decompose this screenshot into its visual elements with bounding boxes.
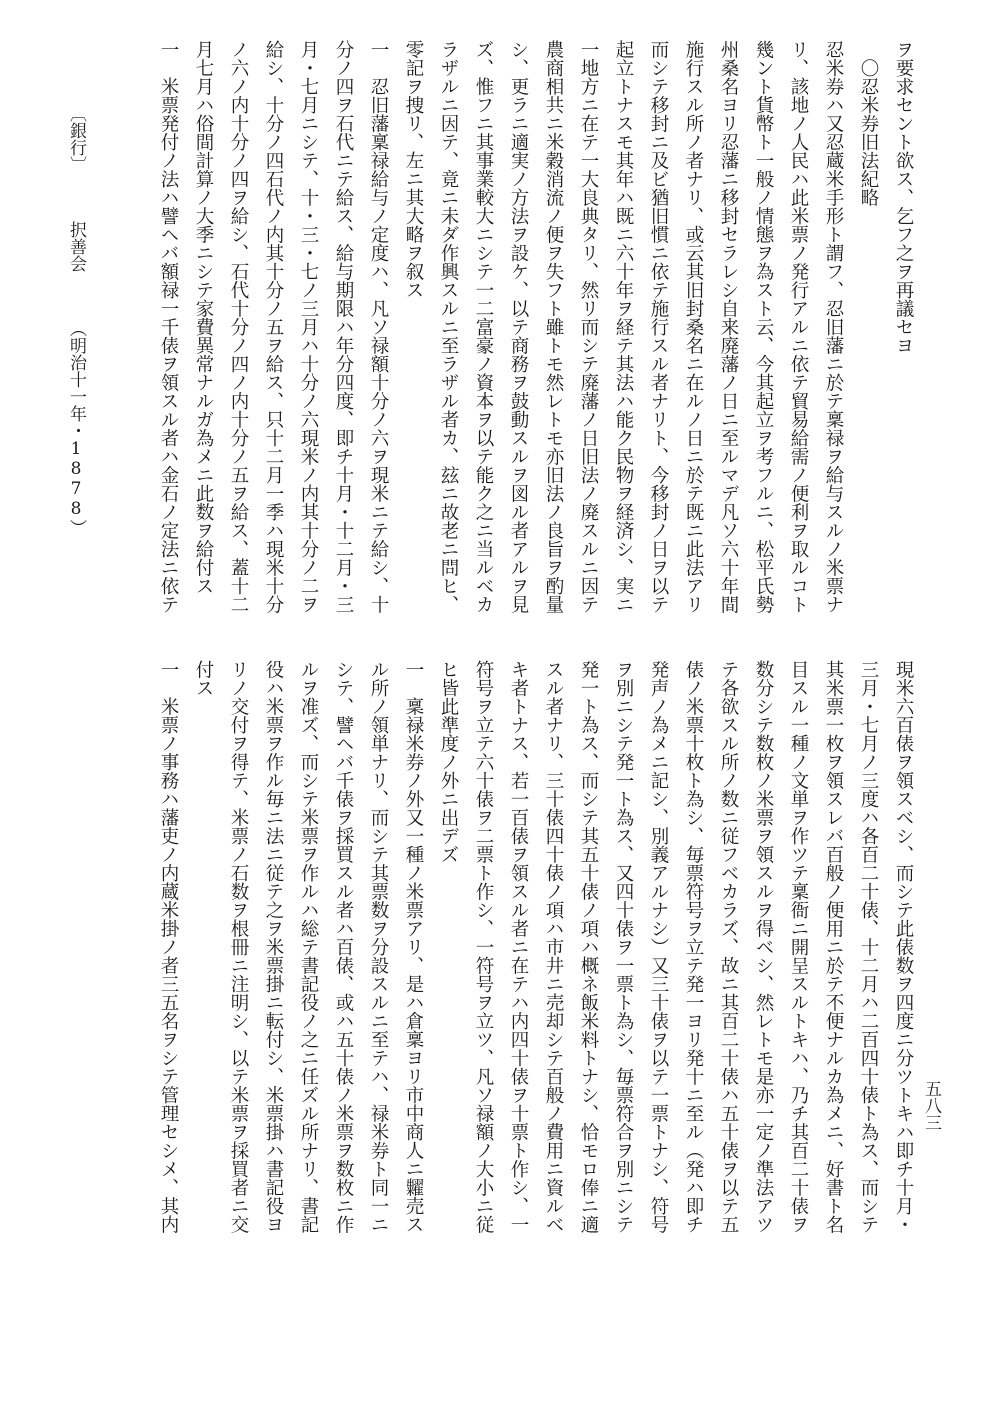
text-column: 一 米票ノ事務ハ藩吏ノ内蔵米掛ノ者三五名ヲシテ管理セシメ、其内 (158, 660, 179, 1234)
text-column: 俵ノ米票十枚ト為シ、毎票符号ヲ立テ発一ヨリ発十ニ至ル（発ハ即チ (683, 660, 704, 1234)
text-column: ル所ノ領単ナリ、而シテ其票数ヲ分設スルニ至テハ、禄米券ト同一ニ (368, 660, 389, 1234)
text-column: 数分シテ数枚ノ米票ヲ領スルヲ得ベシ、然レトモ是亦一定ノ準法アツ (753, 660, 774, 1234)
text-column: ノ六ノ内十分ノ四ヲ給シ、石代十分ノ四ノ内十分ノ五ヲ給ス、蓋十二 (228, 40, 249, 614)
text-column: 月七月ハ俗間計算ノ大季ニシテ家費異常ナルガ為メニ此数ヲ給付ス (193, 40, 214, 595)
page-number: 五八三 (921, 1080, 941, 1131)
text-column: ヲ別ニシテ発一ト為ス、又四十俵ヲ一票ト為シ、毎票符合ヲ別ニシテ (613, 660, 634, 1234)
text-column: 付ス (193, 660, 214, 697)
text-column: 農商相共ニ米穀消流ノ便ヲ失フト雖トモ然レトモ亦旧法ノ良旨ヲ酌量 (543, 40, 564, 614)
text-column: 符号ヲ立テ六十俵ヲ二票ト作シ、一符号ヲ立ツ、凡ソ禄額ノ大小ニ従 (473, 660, 494, 1234)
text-column: ラザルニ因テ、竟ニ未ダ作興スルニ至ラザル者カ、玆ニ故老ニ問ヒ、 (438, 40, 459, 614)
text-column: スル者ナリ、三十俵四十俵ノ項ハ市井ニ売却シテ百般ノ費用ニ資ルベ (543, 660, 564, 1234)
running-head-title: 択善会 (66, 221, 86, 272)
section-heading: 〇忍米券旧法紀略 (858, 40, 879, 207)
text-column: ズ、惟フニ其事業較大ニシテ一二富豪ノ資本ヲ以テ能ク之ニ当ルベカ (473, 40, 494, 614)
text-column: キ者トナス、若一百俵ヲ領スル者ニ在テハ内四十俵ヲ十票ト作シ、一 (508, 660, 529, 1234)
text-column: 施行スル所ノ者ナリ、或云其旧封桑名ニ在ルノ日ニ於テ既ニ此法アリ (683, 40, 704, 614)
text-column: 分ノ四ヲ石代ニテ給ス、給与期限ハ年分四度、即チ十月・十二月・三 (333, 40, 354, 614)
text-column: リノ交付ヲ得テ、米票ノ石数ヲ根冊ニ注明シ、以テ米票ヲ採買者ニ交 (228, 660, 249, 1234)
text-column: 現米六百俵ヲ領スベシ、而シテ此俵数ヲ四度ニ分ツトキハ即チ十月・ (893, 660, 914, 1234)
text-column: 三月・七月ノ三度ハ各百二十俵、十二月ハ二百四十俵ト為ス、而シテ (858, 660, 879, 1234)
text-column: 零記ヲ捜リ、左ニ其大略ヲ叙ス (403, 40, 424, 299)
text-column: 起立トナスモ其年ハ既ニ六十年ヲ経テ其法ハ能ク民物ヲ経済シ、実ニ (613, 40, 634, 614)
text-column: 而シテ移封ニ及ビ猶旧慣ニ依テ施行スル者ナリト、今移封ノ日ヲ以テ (648, 40, 669, 614)
text-column: ヲ要求セント欲ス、乞フ之ヲ再議セヨ (893, 40, 914, 355)
text-column: 発一ト為ス、而シテ其五十俵ノ項ハ概ネ飯米料トナシ、恰モロ俸ニ適 (578, 660, 599, 1234)
running-head (64, 105, 89, 564)
text-column: 一 稟禄米券ノ外又一種ノ米票アリ、是ハ倉稟ヨリ市中商人ニ糶売ス (403, 660, 424, 1234)
text-column: 其米票一枚ヲ領スレバ百般ノ便用ニ於テ不便ナルカ為メニ、好書ト名 (823, 660, 844, 1234)
text-column: 一 米票発付ノ法ハ譬ヘバ額禄一千俵ヲ領スル者ハ金石ノ定法ニ依テ (158, 40, 179, 614)
text-column: リ、該地ノ人民ハ此米票ノ発行アルニ依テ貿易給需ノ便利ヲ取ルコト (788, 40, 809, 614)
running-head-date: （明治十一年・1878） (66, 320, 86, 536)
text-column: テ各欲スル所ノ数ニ従フベカラズ、故ニ其百二十俵ハ五十俵ヲ以テ五 (718, 660, 739, 1234)
text-column: 一 忍旧藩稟禄給与ノ定度ハ、凡ソ禄額十分ノ六ヲ現米ニテ給シ、十 (368, 40, 389, 614)
text-column: 忍米券ハ又忍蔵米手形ト謂フ、忍旧藩ニ於テ稟禄ヲ給与スルノ米票ナ (823, 40, 844, 614)
text-column: シテ、譬ヘバ千俵ヲ採買スル者ハ百俵、或ハ五十俵ノ米票ヲ数枚ニ作 (333, 660, 354, 1234)
text-column: 一地方ニ在テ一大良典タリ、然リ而シテ廃藩ノ日旧法ノ廃スルニ因テ (578, 40, 599, 614)
text-column: 月・七月ニシテ、十・三・七ノ三月ハ十分ノ六現米ノ内其十分ノ二ヲ (298, 40, 319, 614)
text-column: シ、更ラニ適実ノ方法ヲ設ケ、以テ商務ヲ鼓動スルヲ図ル者アルヲ見 (508, 40, 529, 614)
text-column: 発声ノ為メニ記シ、別義アルナシ）又三十俵ヲ以テ一票トナシ、符号 (648, 660, 669, 1234)
running-head-section: 〔銀行〕 (66, 105, 86, 173)
text-column: 役ハ米票ヲ作ル毎ニ法ニ従テ之ヲ米票掛ニ転付シ、米票掛ハ書記役ヨ (263, 660, 284, 1234)
text-column: 給シ、十分ノ四石代ノ内其十分ノ五ヲ給ス、只十二月一季ハ現米十分 (263, 40, 284, 614)
text-column: 州桑名ヨリ忍藩ニ移封セラレシ自来廃藩ノ日ニ至ルマデ凡ソ六十年間 (718, 40, 739, 614)
text-column: 幾ント貨幣ト一般ノ情態ヲ為スト云、今其起立ヲ考フルニ、松平氏勢 (753, 40, 774, 614)
text-column: ルヲ准ズ、而シテ米票ヲ作ルハ総テ書記役ノ之ニ任ズル所ナリ、書記 (298, 660, 319, 1234)
text-column: 目スル一種ノ文単ヲ作ツテ稟衙ニ開呈スルトキハ、乃チ其百二十俵ヲ (788, 660, 809, 1234)
text-column: ヒ皆此準度ノ外ニ出デズ (438, 660, 459, 864)
